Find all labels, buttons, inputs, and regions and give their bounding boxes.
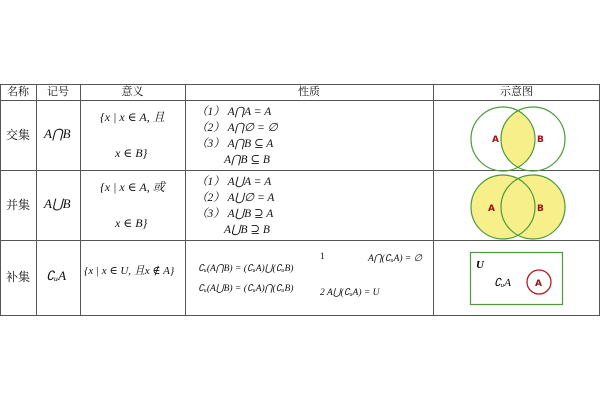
union-venn-diagram [471, 175, 565, 239]
property-line: （2） A⋃∅ = A [196, 192, 275, 204]
set-operations-table [0, 84, 600, 316]
meaning-line: {x | x ∈ U, 且x ∉ A} [84, 265, 175, 277]
venn-label-b: B [537, 204, 544, 214]
header-properties: 性质 [298, 85, 320, 98]
intersection-venn-diagram [471, 107, 565, 171]
header-name: 名称 [7, 85, 29, 98]
property-line: A⋂(∁ᵤA) = ∅ [368, 254, 422, 264]
header-diagram: 示意图 [500, 85, 533, 98]
property-line: ∁ᵤ(A⋃B) = (∁ᵤA)⋂(∁ᵤB) [198, 284, 294, 294]
venn-label-a: A [488, 204, 495, 214]
venn-label-b: B [537, 135, 544, 145]
complement-diagram [471, 253, 563, 305]
complement-label: ∁ᵤA [494, 277, 511, 289]
row-name-union: 并集 [5, 198, 30, 212]
property-line: （2） A⋂∅ = ∅ [196, 122, 278, 134]
circle-label-a: A [535, 279, 542, 289]
property-line: （1） A⋃A = A [196, 176, 272, 188]
property-line: （3） A⋃B ⊇ A [196, 208, 274, 220]
meaning-line: x ∈ B} [115, 146, 148, 160]
row-symbol-complement: ∁ᵤA [46, 268, 67, 283]
property-number: 1 [320, 252, 325, 262]
row-name-complement: 补集 [5, 270, 30, 284]
row-name-intersection: 交集 [5, 128, 30, 142]
table-grid [0, 84, 600, 316]
universe-label: U [476, 259, 484, 271]
meaning-line: x ∈ B} [115, 216, 148, 230]
header-meaning: 意义 [121, 85, 144, 98]
meaning-line: {x | x ∈ A, 或 [100, 180, 165, 194]
meaning-line: {x | x ∈ A, 且 [100, 110, 165, 124]
property-line: 2 A⋃(∁ᵤA) = U [320, 288, 380, 298]
property-line: A⋃B ⊇ B [224, 224, 270, 236]
row-symbol-union: A⋃B [44, 196, 71, 211]
property-line: （1） A⋂A = A [196, 106, 272, 118]
venn-label-a: A [492, 135, 499, 145]
property-line: （3） A⋂B ⊆ A [196, 138, 274, 150]
row-symbol-intersection: A⋂B [44, 126, 71, 141]
property-line: A⋂B ⊆ B [224, 154, 270, 166]
header-symbol: 记号 [47, 85, 69, 98]
property-line: ∁ᵤ(A⋂B) = (∁ᵤA)⋃(∁ᵤB) [198, 264, 294, 274]
